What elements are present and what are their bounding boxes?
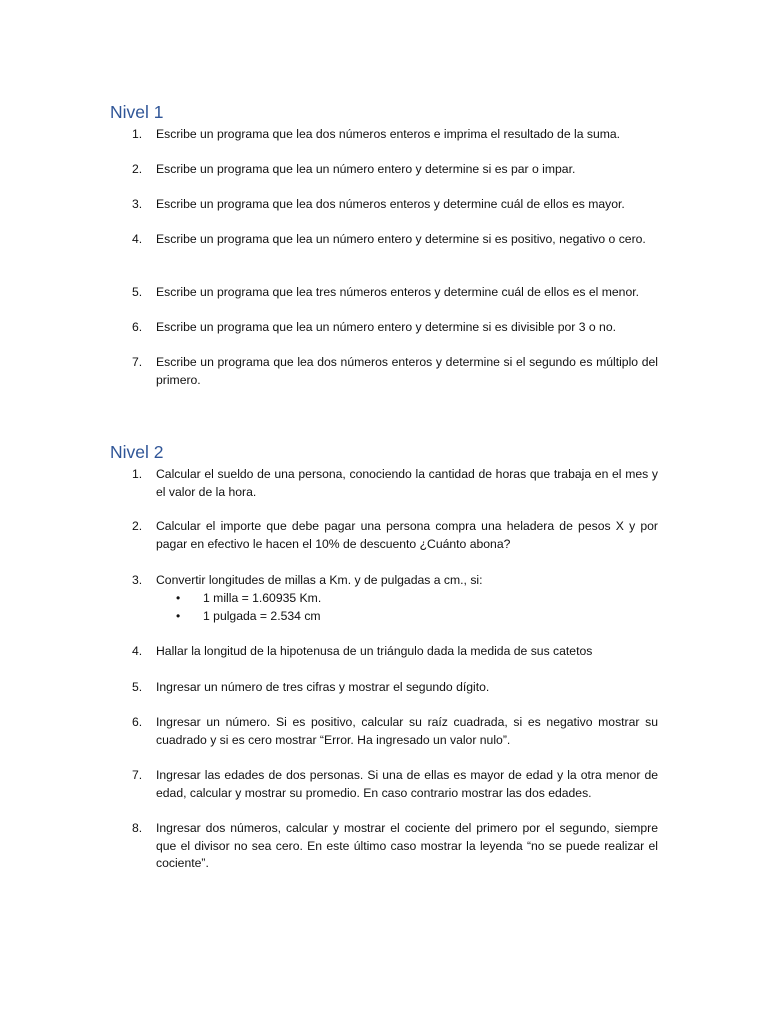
item-text: Escribe un programa que lea dos números enteros y determine cuál de ellos es mayor.: [156, 197, 625, 211]
item-text: Hallar la longitud de la hipotenusa de un triángulo dada la medida de sus catetos: [156, 644, 593, 658]
bullet-text: 1 milla = 1.60935 Km.: [203, 591, 322, 605]
item-number: 7.: [132, 355, 143, 369]
item-number: 2.: [132, 162, 143, 176]
item-number: 1.: [132, 467, 143, 481]
item-number: 2.: [132, 519, 143, 533]
item-number: 6.: [132, 320, 143, 334]
item-number: 5.: [132, 285, 143, 299]
item-number: 8.: [132, 821, 143, 835]
item-text: Ingresar dos números, calcular y mostrar el cociente del primero por el segundo, siempre que el divisor no sea cero. En este último caso mostrar la leyenda “no se puede realizar el cociente”.: [156, 821, 658, 870]
item-text: Convertir longitudes de millas a Km. y de pulgadas a cm., si:: [156, 573, 483, 587]
item-text: Escribe un programa que lea un número entero y determine si es positivo, negativo o cero.: [156, 232, 646, 246]
section-heading-nivel-1: Nivel 1: [110, 102, 164, 122]
item-text: Ingresar las edades de dos personas. Si una de ellas es mayor de edad y la otra menor de edad, calcular y mostrar su promedio. En caso contrario mostrar las dos edades.: [156, 768, 658, 800]
item-number: 4.: [132, 232, 143, 246]
item-text: Calcular el importe que debe pagar una persona compra una heladera de pesos X y por pagar en efectivo le hacen el 10% de descuento ¿Cuánto abona?: [156, 519, 658, 551]
bullet-text: 1 pulgada = 2.534 cm: [203, 609, 321, 623]
item-text: Calcular el sueldo de una persona, conociendo la cantidad de horas que trabaja en el mes y el valor de la hora.: [156, 467, 658, 499]
item-text: Escribe un programa que lea un número entero y determine si es divisible por 3 o no.: [156, 320, 616, 334]
item-text: Escribe un programa que lea tres números enteros y determine cuál de ellos es el menor.: [156, 285, 640, 299]
section-heading-nivel-2: Nivel 2: [110, 442, 164, 462]
item-text: Ingresar un número de tres cifras y mostrar el segundo dígito.: [156, 680, 490, 694]
item-number: 7.: [132, 768, 143, 782]
item-number: 1.: [132, 127, 143, 141]
item-text: Escribe un programa que lea dos números enteros e imprima el resultado de la suma.: [156, 127, 621, 141]
item-text: Escribe un programa que lea un número entero y determine si es par o impar.: [156, 162, 576, 176]
item-number: 3.: [132, 573, 143, 587]
item-text: Escribe un programa que lea dos números enteros y determine si el segundo es múltiplo del primero.: [156, 355, 658, 387]
item-number: 6.: [132, 715, 143, 729]
bullet-icon: •: [176, 591, 181, 605]
item-number: 4.: [132, 644, 143, 658]
item-text: Ingresar un número. Si es positivo, calcular su raíz cuadrada, si es negativo mostrar su cuadrado y si es cero mostrar “Error. Ha ingresado un valor nulo”.: [156, 715, 658, 747]
item-number: 5.: [132, 680, 143, 694]
bullet-icon: •: [176, 609, 181, 623]
item-number: 3.: [132, 197, 143, 211]
